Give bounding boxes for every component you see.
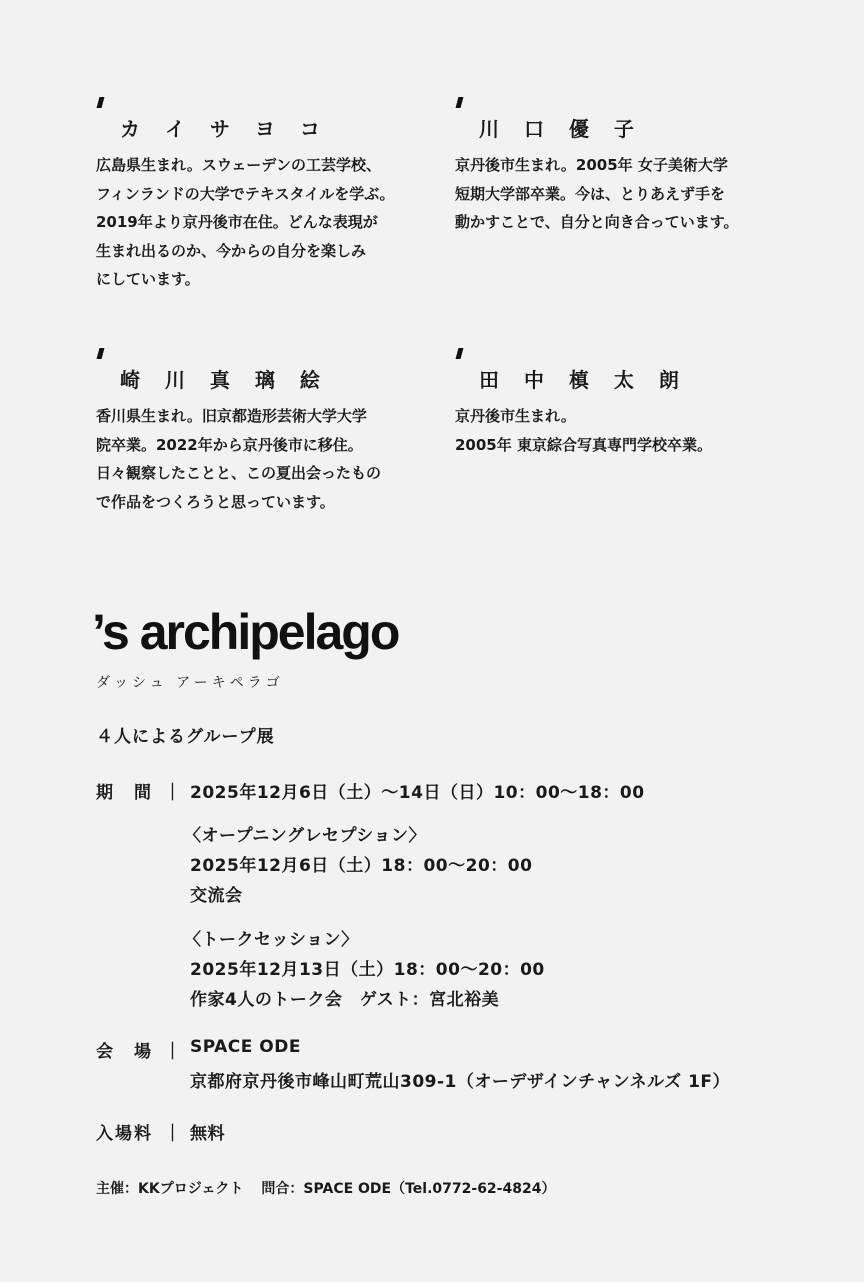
talk-description: 作家4人のトーク会 ゲスト：宮北裕美 — [190, 990, 500, 1010]
quote-mark-icon — [456, 97, 464, 108]
bio-line: 広島県生まれ。スウェーデンの工芸学校、 — [96, 156, 382, 174]
artist-name: 川 口 優 子 — [479, 117, 643, 141]
venue-label: 会 場 — [96, 1042, 153, 1062]
artist-bio — [96, 151, 426, 294]
exhibition-title-logo: ’s archipelago — [92, 604, 399, 660]
exhibition-tagline: ４人によるグループ展 — [96, 727, 275, 747]
organizer-text: 主催：KKプロジェクト — [96, 1181, 244, 1197]
quote-mark-icon — [97, 97, 105, 108]
artist-name: カ イ サ ヨ コ — [120, 117, 329, 141]
quote-mark-icon — [97, 348, 105, 359]
reception-date: 2025年12月6日（土）18：00〜20：00 — [190, 856, 533, 876]
bio-line: 日々観察したことと、この夏出会ったもの — [96, 464, 382, 482]
bio-line: 生まれ出るのか、今からの自分を楽しみ — [96, 241, 367, 260]
period-value: 2025年12月6日（土）〜14日（日）10：00〜18：00 — [190, 783, 645, 803]
venue-label-row — [96, 1037, 186, 1062]
bio-line: 動かすことで、自分と向き合っています。 — [455, 213, 739, 231]
reception-description: 交流会 — [190, 886, 243, 906]
talk-date: 2025年12月13日（土）18：00〜20：00 — [190, 960, 545, 980]
fee-label-row — [96, 1119, 186, 1144]
artist-bio — [455, 402, 785, 459]
fee-label: 入場料 — [96, 1124, 153, 1144]
label-separator: ｜ — [164, 783, 181, 803]
artist-name: 崎 川 真 璃 絵 — [120, 368, 329, 392]
bio-line: 院卒業。2022年から京丹後市に移住。 — [96, 435, 363, 454]
period-label: 期 間 — [96, 783, 153, 803]
artist-bio — [455, 151, 785, 237]
bio-line: 2005年 東京綜合写真専門学校卒業。 — [455, 435, 712, 454]
reception-heading: 〈オープニングレセプション〉 — [184, 826, 426, 846]
bio-line: にしています。 — [96, 270, 200, 288]
bio-line: 京丹後市生まれ。 — [455, 407, 576, 425]
bio-line: 短期大学部卒業。今は、とりあえず手を — [455, 184, 726, 203]
bio-line: で作品をつくろうと思っています。 — [96, 492, 335, 511]
label-separator: ｜ — [164, 1124, 181, 1144]
artist-bio — [96, 402, 426, 516]
bio-line: 2019年より京丹後市在住。どんな表現が — [96, 213, 378, 231]
venue-address: 京都府京丹後市峰山町荒山309-1（オーデザインチャンネルズ 1F） — [190, 1072, 731, 1092]
venue-name: SPACE ODE — [190, 1037, 301, 1057]
talk-heading: 〈トークセッション〉 — [184, 930, 359, 950]
exhibition-title-kana: ダッシュ アーキペラゴ — [96, 675, 284, 691]
quote-mark-icon — [456, 348, 464, 359]
bio-line: フィンランドの大学でテキスタイルを学ぶ。 — [96, 184, 395, 203]
period-label-row — [96, 778, 186, 803]
bio-line: 香川県生まれ。旧京都造形芸術大学大学 — [96, 407, 367, 425]
artist-name: 田 中 槙 太 朗 — [479, 368, 688, 392]
fee-value: 無料 — [190, 1124, 225, 1144]
footer-credits — [96, 1178, 555, 1198]
bio-line: 京丹後市生まれ。2005年 女子美術大学 — [455, 156, 728, 174]
label-separator: ｜ — [164, 1042, 181, 1062]
contact-text: 問合：SPACE ODE（Tel.0772-62-4824） — [261, 1181, 556, 1197]
